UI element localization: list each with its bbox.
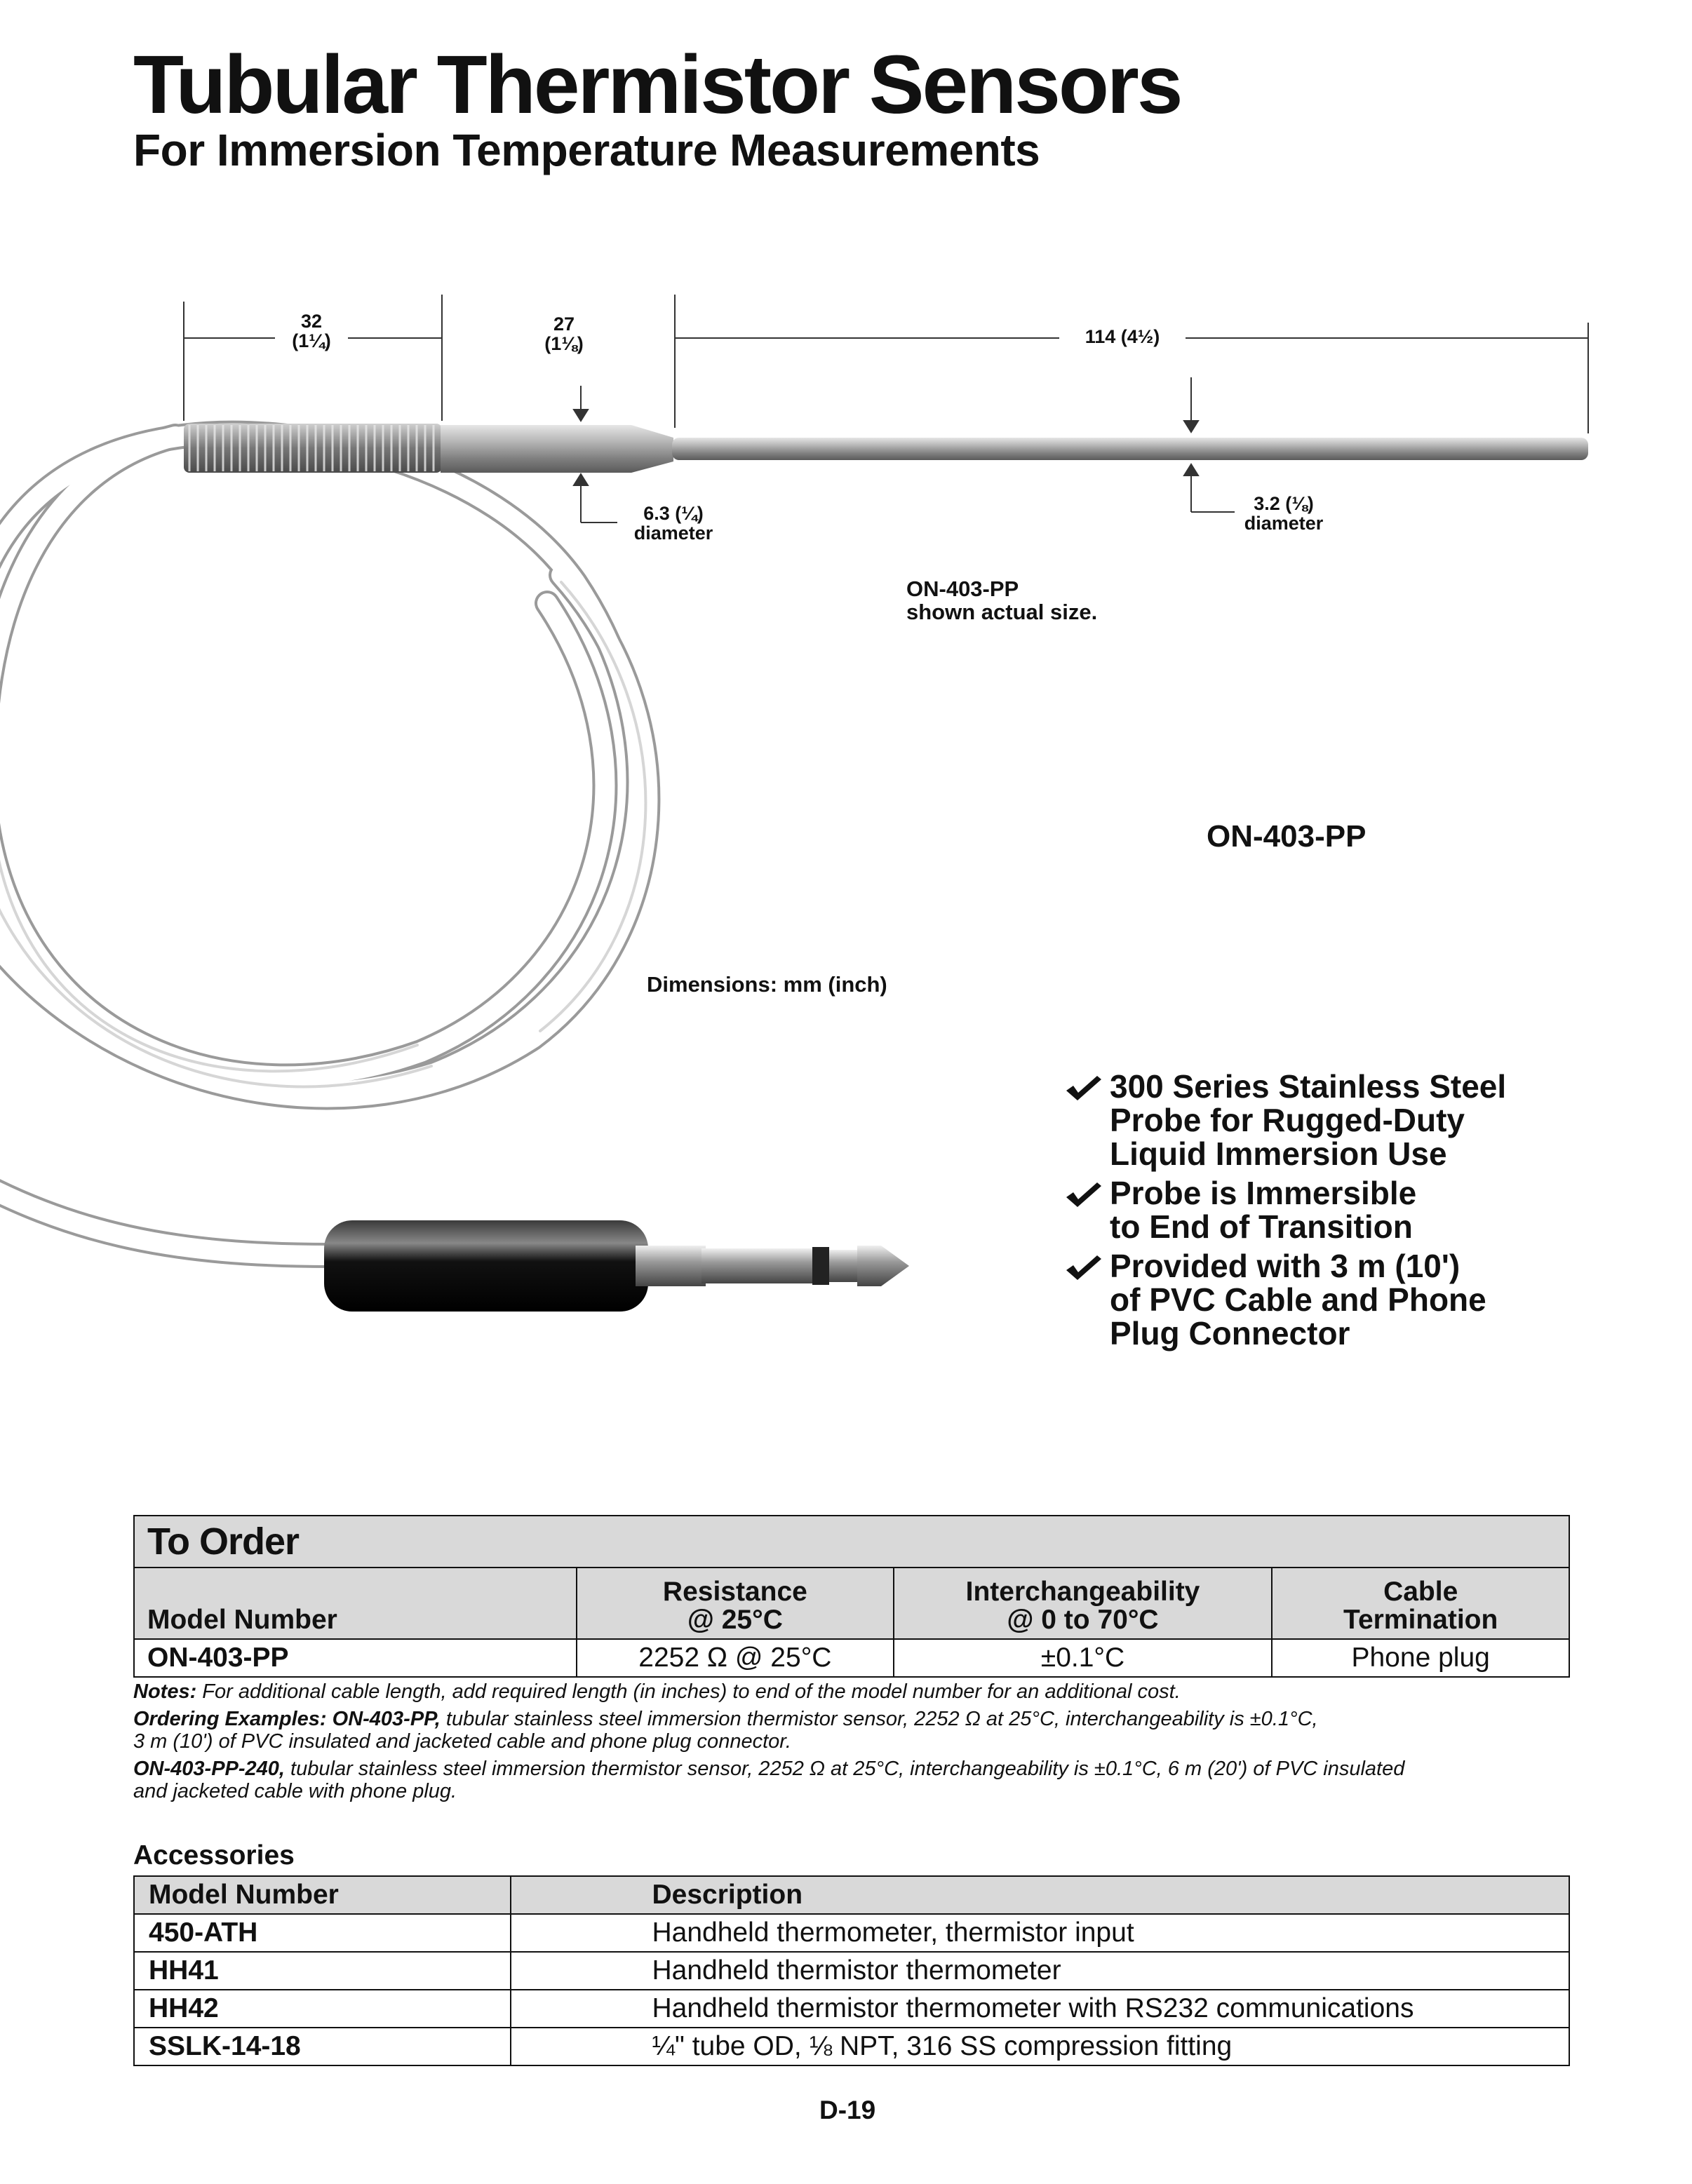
ordering-text: tubular stainless steel immersion thermistor sensor, 2252 Ω at 25°C, interchangeability is ±0.1°C, <box>440 1708 1318 1730</box>
order-header-resistance-line1: Resistance <box>662 1577 807 1607</box>
acc-cell-description: Handheld thermistor thermometer with RS232 communications <box>511 1990 1569 2028</box>
feature-line: to End of Transition <box>1110 1208 1413 1245</box>
example2-text: tubular stainless steel immersion thermistor sensor, 2252 Ω at 25°C, interchangeability is ±0.1°C, 6 m (20') of PVC insulated <box>285 1758 1405 1780</box>
order-header-interch-line1: Interchangeability <box>965 1577 1200 1607</box>
acc-cell-model: 450-ATH <box>134 1914 511 1952</box>
order-header-interchangeability <box>894 1568 1273 1639</box>
accessories-title: Accessories <box>133 1840 295 1870</box>
dim-probe-length: 114 (4½) <box>1085 326 1160 347</box>
ordering-label: Ordering Examples: ON-403-PP, <box>133 1708 441 1730</box>
acc-header-model: Model Number <box>134 1876 511 1914</box>
actual-size-note <box>906 578 1097 623</box>
dimension-lines <box>184 295 1588 523</box>
example2-label: ON-403-PP-240, <box>133 1758 285 1780</box>
table-row <box>134 2028 1569 2065</box>
order-header-cable-line2: Termination <box>1343 1605 1498 1635</box>
accessories-table <box>133 1875 1570 2066</box>
probe-sheath <box>672 438 1588 460</box>
order-header-cable <box>1272 1568 1569 1639</box>
order-header-cable-line1: Cable <box>1383 1577 1458 1607</box>
example2-text-2: and jacketed cable with phone plug. <box>133 1780 457 1802</box>
notes <box>133 1680 1578 1807</box>
check-icon <box>1065 1253 1103 1281</box>
page-number: D-19 <box>819 2096 876 2124</box>
phone-plug <box>324 1220 909 1312</box>
order-header-resistance-line2: @ 25°C <box>687 1605 783 1635</box>
feature-line: Probe is Immersible <box>1110 1175 1417 1211</box>
order-header-model: Model Number <box>134 1568 577 1639</box>
page-subtitle: For Immersion Temperature Measurements <box>133 125 1040 175</box>
table-row <box>134 1952 1569 1990</box>
dia-large-value: 6.3 (¼) <box>643 503 704 524</box>
order-cell-resistance: 2252 Ω @ 25°C <box>577 1639 894 1677</box>
acc-cell-description: ¼" tube OD, ⅛ NPT, 316 SS compression fitting <box>511 2028 1569 2065</box>
dia-small-value: 3.2 (⅛) <box>1254 493 1314 514</box>
order-table <box>133 1515 1570 1678</box>
feature-line: Probe for Rugged-Duty <box>1110 1102 1465 1138</box>
dia-small-label: diameter <box>1244 513 1324 534</box>
acc-cell-description: Handheld thermistor thermometer <box>511 1952 1569 1990</box>
dim-handle-mm: 32 <box>300 311 323 332</box>
probe-assembly <box>184 424 1588 473</box>
acc-header-description: Description <box>511 1876 1569 1914</box>
feature-line: Provided with 3 m (10') <box>1110 1248 1461 1284</box>
dim-large-diameter <box>617 504 730 544</box>
acc-cell-model: SSLK-14-18 <box>134 2028 511 2065</box>
page-title: Tubular Thermistor Sensors <box>133 39 1181 131</box>
dim-transition-length <box>528 314 600 354</box>
dim-transition-mm: 27 <box>553 314 575 335</box>
dimensions-note: Dimensions: mm (inch) <box>647 972 887 997</box>
model-caption: ON-403-PP <box>1207 819 1367 854</box>
actual-size-line1: ON-403-PP <box>906 577 1019 601</box>
ordering-text-2: 3 m (10') of PVC insulated and jacketed cable and phone plug connector. <box>133 1730 791 1753</box>
dim-transition-in: (1⅛) <box>544 333 584 355</box>
order-cell-cable: Phone plug <box>1272 1639 1569 1677</box>
acc-cell-description: Handheld thermometer, thermistor input <box>511 1914 1569 1952</box>
feature-line: Plug Connector <box>1110 1315 1350 1351</box>
dim-handle-in: (1¼) <box>292 330 331 352</box>
dia-large-label: diameter <box>633 523 713 544</box>
order-cell-interchangeability: ±0.1°C <box>894 1639 1273 1677</box>
acc-cell-model: HH42 <box>134 1990 511 2028</box>
order-header-resistance <box>577 1568 894 1639</box>
feature-item <box>1065 1176 1626 1243</box>
check-icon <box>1065 1180 1103 1208</box>
order-header-interch-line2: @ 0 to 70°C <box>1007 1605 1159 1635</box>
notes-label: Notes: <box>133 1680 197 1703</box>
feature-line: 300 Series Stainless Steel <box>1110 1068 1507 1105</box>
feature-item <box>1065 1070 1626 1171</box>
check-icon <box>1065 1074 1103 1102</box>
transition-sleeve <box>441 425 673 473</box>
feature-line: Liquid Immersion Use <box>1110 1135 1447 1172</box>
dim-handle-length <box>275 311 348 351</box>
order-cell-model: ON-403-PP <box>134 1639 577 1677</box>
order-table-title: To Order <box>134 1516 1569 1568</box>
feature-line: of PVC Cable and Phone <box>1110 1281 1486 1318</box>
cable-coil <box>0 433 647 1255</box>
notes-text: For additional cable length, add required length (in inches) to end of the model number for an additional cost. <box>196 1680 1181 1703</box>
acc-cell-model: HH41 <box>134 1952 511 1990</box>
table-row <box>134 1639 1569 1677</box>
actual-size-line2: shown actual size. <box>906 599 1098 624</box>
table-row <box>134 1990 1569 2028</box>
table-row <box>134 1914 1569 1952</box>
feature-list <box>1065 1070 1626 1356</box>
feature-item <box>1065 1249 1626 1350</box>
dim-small-diameter <box>1228 494 1340 534</box>
